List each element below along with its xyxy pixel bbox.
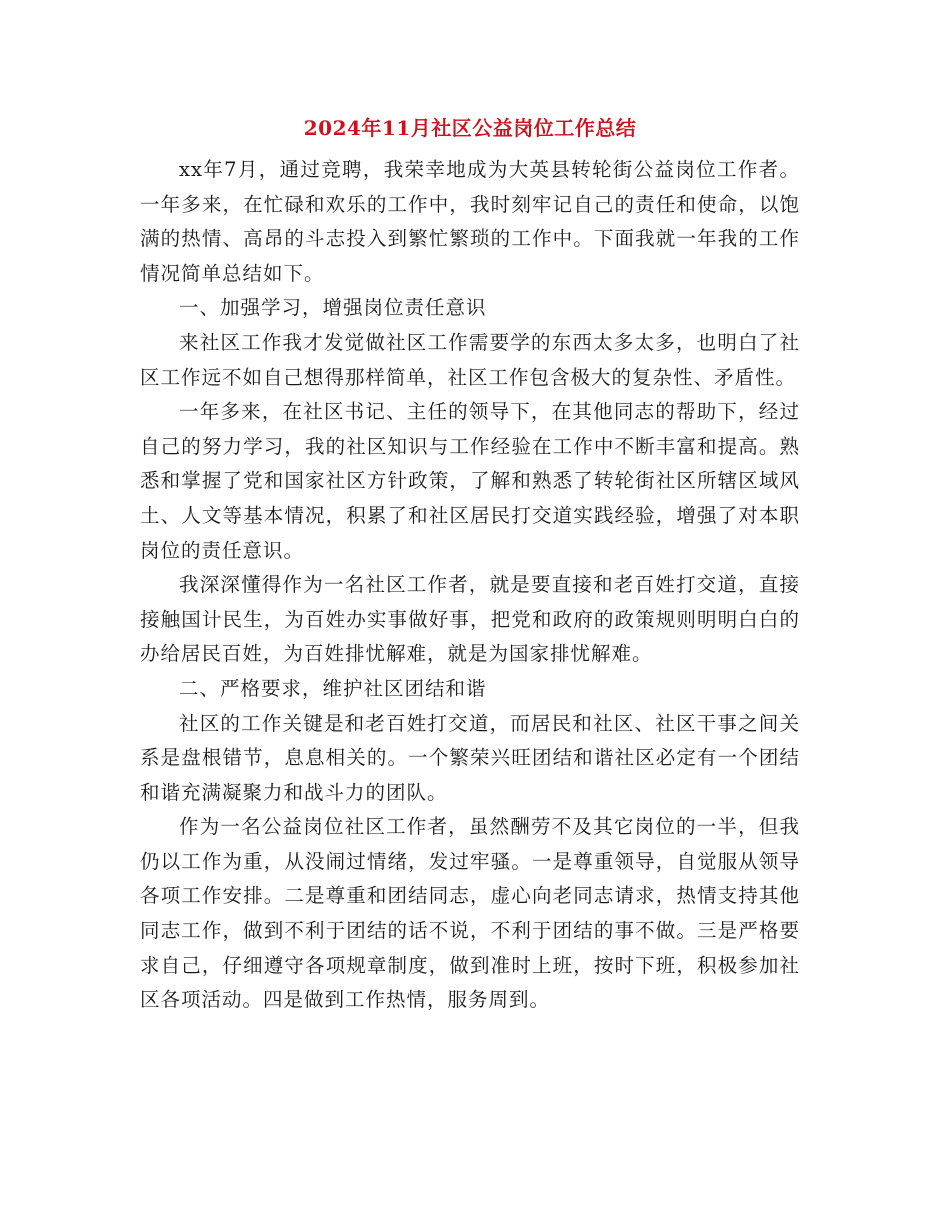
section-heading-2: 二、严格要求，维护社区团结和谐: [179, 676, 487, 700]
body-paragraph: 作为一名公益岗位社区工作者，虽然酬劳不及其它岗位的一半，但我仍以工作为重，从没闹过情绪，发过牢骚。一是尊重领导，自觉服从领导各项工作安排。二是尊重和团结同志，虚心向老同志请求，热情支持其他同志工作，做到不利于团结的话不说，不利于团结的事不做。三是严格要求自己，仔细遵守各项规章制度，做到准时上班，按时下班，积极参加社区各项活动。四是做到工作热情，服务周到。: [140, 815, 800, 1012]
document-title: 2024年11月社区公益岗位工作总结: [303, 116, 637, 140]
body-paragraph: 我深深懂得作为一名社区工作者，就是要直接和老百姓打交道，直接接触国计民生，为百姓办实事做好事，把党和政府的政策规则明明白白的办给居民百姓，为百姓排忧解难，就是为国家排忧解难。: [140, 573, 800, 666]
body-paragraph: 社区的工作关键是和老百姓打交道，而居民和社区、社区干事之间关系是盘根错节，息息相关的。一个繁荣兴旺团结和谐社区必定有一个团结和谐充满凝聚力和战斗力的团队。: [140, 711, 800, 804]
section-heading-1: 一、加强学习，增强岗位责任意识: [179, 296, 487, 320]
body-paragraph: 来社区工作我才发觉做社区工作需要学的东西太多太多，也明白了社区工作远不如自己想得那样简单，社区工作包含极大的复杂性、矛盾性。: [140, 330, 800, 389]
intro-paragraph: xx年7月，通过竞聘，我荣幸地成为大英县转轮街公益岗位工作者。一年多来，在忙碌和欢乐的工作中，我时刻牢记自己的责任和使命，以饱满的热情、高昂的斗志投入到繁忙繁琐的工作中。下面我就一年我的工作情况简单总结如下。: [140, 158, 800, 285]
body-paragraph: 一年多来，在社区书记、主任的领导下，在其他同志的帮助下，经过自己的努力学习，我的社区知识与工作经验在工作中不断丰富和提高。熟悉和掌握了党和国家社区方针政策，了解和熟悉了转轮街社区所辖区域风土、人文等基本情况，积累了和社区居民打交道实践经验，增强了对本职岗位的责任意识。: [140, 400, 800, 562]
